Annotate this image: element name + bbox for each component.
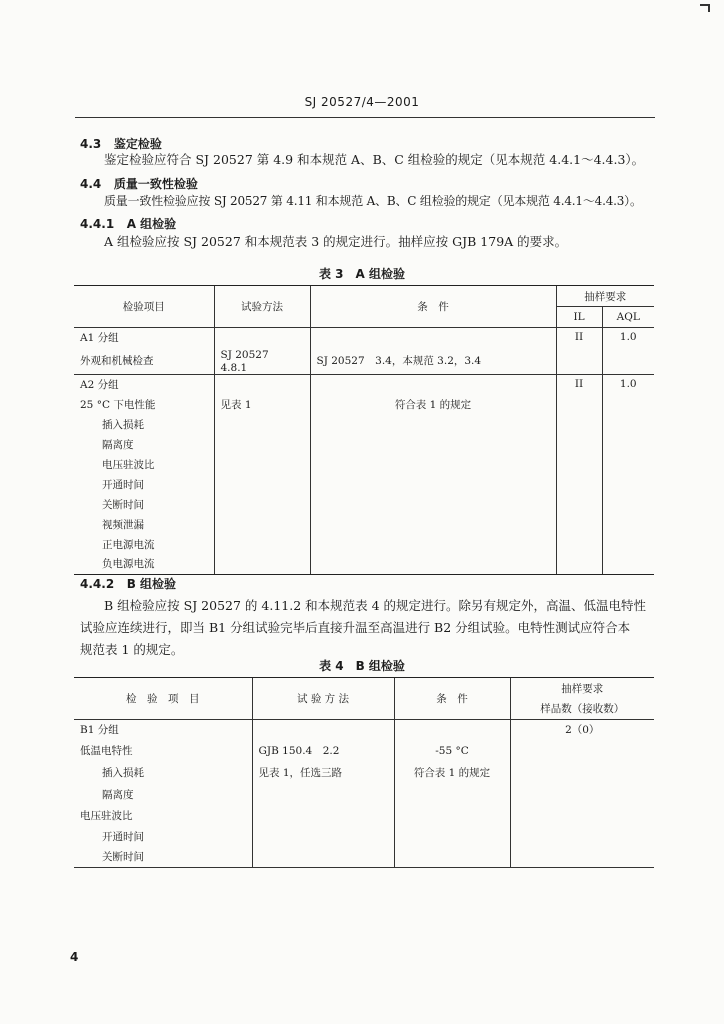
section-title: B 组检验 — [126, 577, 177, 591]
a2-sub-item: 关断时间 — [102, 498, 144, 511]
a2-method: 见表 1 — [214, 394, 310, 414]
a2-sub-item: 视频泄漏 — [102, 518, 144, 531]
a2-sub-item: 开通时间 — [102, 478, 144, 491]
header-method: 试验方法 — [214, 286, 310, 328]
table-row — [74, 394, 654, 414]
a1-aql: 1.0 — [602, 328, 654, 347]
a1-group: A1 分组 — [80, 331, 119, 344]
a1-condition: SJ 20527 3.4，本规范 3.2，3.4 — [310, 347, 556, 375]
section-4-4-2-text-line: B 组检验应按 SJ 20527 的 4.11.2 和本规范表 4 的规定进行。除另有规定外，高温、低温电特性 — [104, 598, 647, 613]
b1-condition: -55 °C — [394, 740, 510, 762]
section-4-4-2-heading — [80, 575, 176, 592]
a2-sub-item: 正电源电流 — [102, 538, 155, 551]
a2-condition: 符合表 1 的规定 — [310, 394, 556, 414]
b1-method: 见表 1，任选三路 — [252, 762, 394, 784]
a2-il: II — [556, 374, 602, 394]
b1-sub-item: 开通时间 — [102, 830, 144, 843]
a1-item: 外观和机械检查 — [74, 347, 214, 375]
a2-sub-item: 负电源电流 — [74, 554, 214, 574]
table-row — [74, 740, 654, 762]
header-item: 检 验 项 目 — [74, 678, 252, 720]
table-4 — [74, 677, 654, 868]
section-4-4-1-text: A 组检验应按 SJ 20527 和本规范表 3 的规定进行。抽样应按 GJB 179A 的要求。 — [104, 234, 568, 249]
section-4-3-text: 鉴定检验应符合 SJ 20527 第 4.9 和本规范 A、B、C 组检验的规定（见本规范 4.4.1～4.4.3）。 — [104, 152, 645, 167]
header-sample-count: 样品数（接收数） — [510, 699, 654, 720]
header-aql: AQL — [602, 307, 654, 328]
section-number: 4.4.1 — [80, 217, 115, 231]
header-condition: 条 件 — [394, 678, 510, 720]
a2-sub-item: 隔离度 — [102, 438, 134, 451]
table-row — [74, 328, 654, 347]
a1-il: II — [556, 328, 602, 347]
table-4-caption: 表 4 B 组检验 — [319, 659, 405, 673]
b1-method: GJB 150.4 2.2 — [252, 740, 394, 762]
a1-method: SJ 20527 4.8.1 — [214, 347, 310, 375]
header-sampling: 抽样要求 — [556, 286, 654, 307]
section-4-4-text: 质量一致性检验应按 SJ 20527 第 4.11 和本规范 A、B、C 组检验的规定（见本规范 4.4.1～4.4.3）。 — [104, 194, 642, 208]
section-number: 4.3 — [80, 137, 102, 151]
header-method: 试 验 方 法 — [252, 678, 394, 720]
section-number: 4.4 — [80, 177, 102, 191]
corner-mark — [700, 4, 710, 12]
section-4-4-2-text-line: 规范表 1 的规定。 — [80, 642, 184, 657]
section-title: A 组检验 — [126, 217, 177, 231]
b1-sample: 2（0） — [510, 720, 654, 740]
header-sampling: 抽样要求 — [510, 678, 654, 699]
section-title: 鉴定检验 — [113, 137, 162, 151]
table-row — [74, 720, 654, 740]
table-3-caption: 表 3 A 组检验 — [319, 267, 405, 281]
page-number: 4 — [70, 950, 79, 964]
a2-sub-item: 插入损耗 — [102, 418, 144, 431]
a2-group: A2 分组 — [80, 378, 119, 391]
table-row — [74, 347, 654, 375]
a2-item: 25 °C 下电性能 — [80, 398, 156, 411]
page-header: SJ 20527/4—2001 — [304, 95, 420, 109]
header-il: IL — [556, 307, 602, 328]
a2-sub-item: 电压驻波比 — [102, 458, 155, 471]
header-condition: 条 件 — [310, 286, 556, 328]
b1-sub-item: 插入损耗 — [102, 767, 144, 779]
table-row — [74, 374, 654, 394]
b1-sub-item: 电压驻波比 — [80, 809, 133, 822]
header-rule — [75, 117, 655, 118]
b1-condition: 符合表 1 的规定 — [394, 762, 510, 784]
section-number: 4.4.2 — [80, 577, 115, 591]
header-item: 检验项目 — [74, 286, 214, 328]
section-title: 质量一致性检验 — [113, 177, 198, 191]
table-row — [74, 762, 654, 784]
b1-group: B1 分组 — [80, 724, 119, 737]
table-3 — [74, 285, 654, 575]
section-4-4-2-text-line: 试验应连续进行，即当 B1 分组试验完毕后直接升温至高温进行 B2 分组试验。电特性测试应符合本 — [80, 620, 631, 635]
b1-item: 低温电特性 — [80, 745, 133, 757]
a2-aql: 1.0 — [602, 374, 654, 394]
b1-sub-item: 关断时间 — [74, 847, 252, 868]
b1-sub-item: 隔离度 — [102, 788, 134, 801]
